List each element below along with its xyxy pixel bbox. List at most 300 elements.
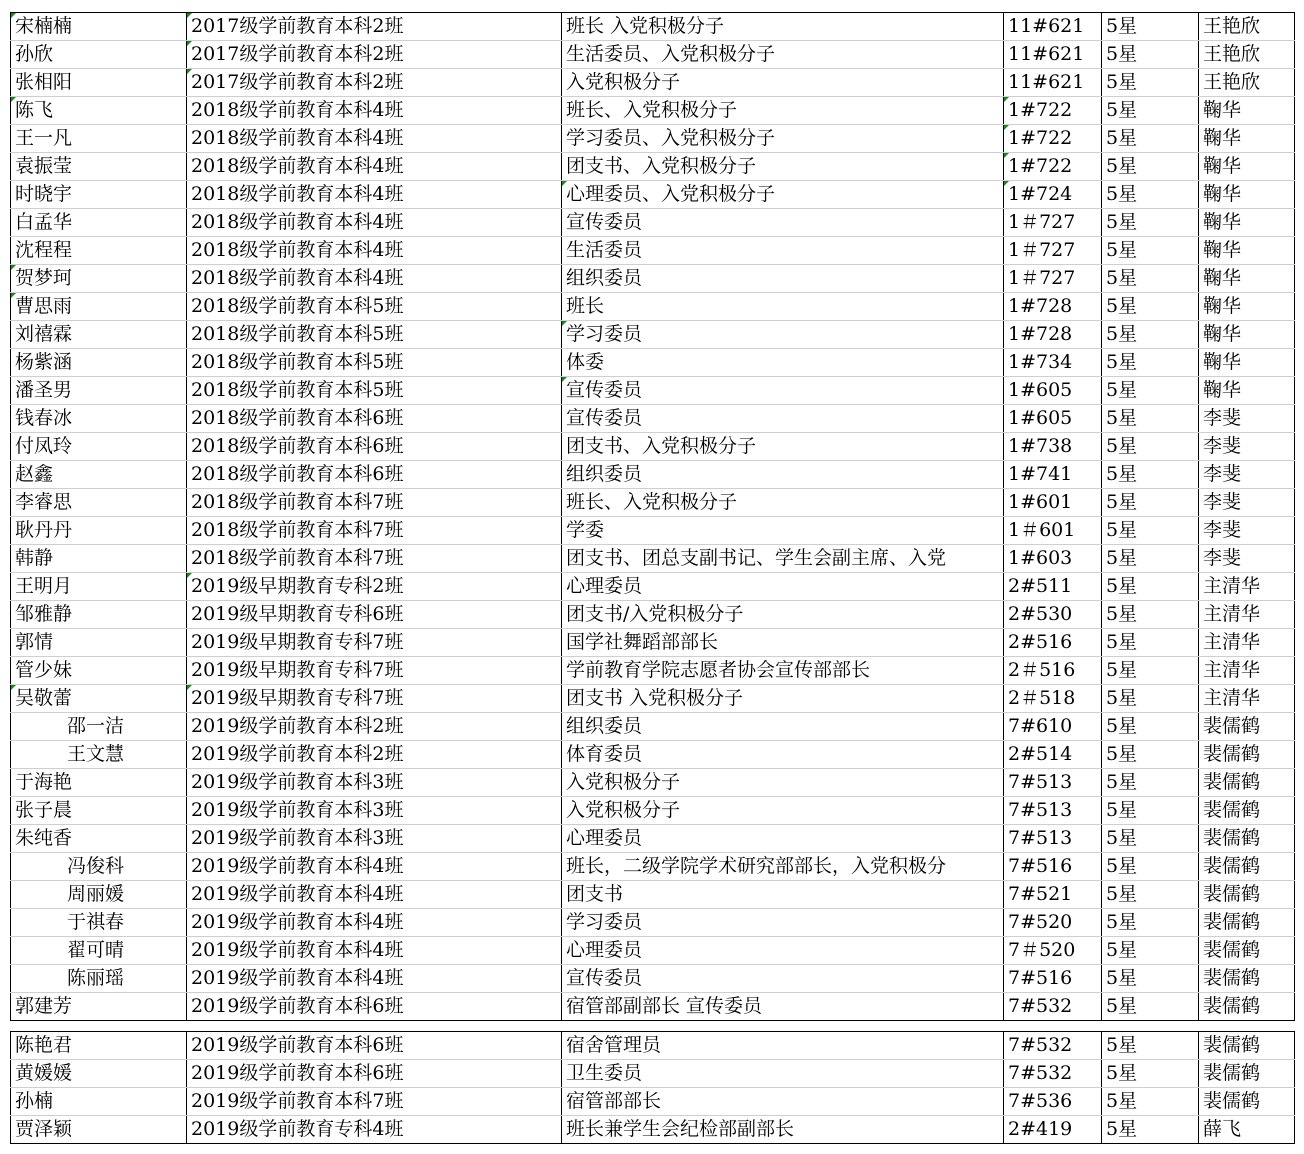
cell-class[interactable]: 2018级学前教育本科4班 <box>187 209 562 237</box>
cell-room[interactable]: 11#621 <box>1004 13 1102 41</box>
cell-name[interactable]: 吴敬蕾 <box>11 685 187 713</box>
cell-role[interactable]: 班长 入党积极分子 <box>562 13 1004 41</box>
cell-role[interactable]: 组织委员 <box>562 265 1004 293</box>
cell-star[interactable]: 5星 <box>1102 909 1199 937</box>
table-row <box>11 293 1295 321</box>
cell-teacher[interactable]: 裴儒鹤 <box>1199 965 1295 993</box>
table-row <box>11 405 1295 433</box>
comment-indicator-icon <box>1004 181 1009 186</box>
cell-teacher[interactable]: 裴儒鹤 <box>1199 1032 1295 1060</box>
cell-role[interactable]: 学前教育学院志愿者协会宣传部部长 <box>562 657 1004 685</box>
cell-room[interactable]: 2#419 <box>1004 1116 1102 1144</box>
cell-room[interactable]: 7＃520 <box>1004 937 1102 965</box>
cell-room[interactable]: 7#532 <box>1004 993 1102 1021</box>
table-row <box>11 209 1295 237</box>
cell-name[interactable]: 沈程程 <box>11 237 187 265</box>
cell-class[interactable]: 2017级学前教育本科2班 <box>187 69 562 97</box>
cell-teacher[interactable]: 鞠华 <box>1199 377 1295 405</box>
cell-room[interactable]: 1＃727 <box>1004 265 1102 293</box>
table-row <box>11 685 1295 713</box>
cell-name[interactable]: 宋楠楠 <box>11 13 187 41</box>
cell-teacher[interactable]: 鞠华 <box>1199 181 1295 209</box>
cell-class[interactable]: 2018级学前教育本科7班 <box>187 545 562 573</box>
cell-role[interactable]: 宣传委员 <box>562 405 1004 433</box>
table-row <box>11 881 1295 909</box>
cell-name[interactable]: 周丽媛 <box>11 881 187 909</box>
table-row <box>11 433 1295 461</box>
cell-star[interactable]: 5星 <box>1102 349 1199 377</box>
cell-name[interactable]: 孙欣 <box>11 41 187 69</box>
cell-teacher[interactable]: 李斐 <box>1199 517 1295 545</box>
cell-star[interactable]: 5星 <box>1102 125 1199 153</box>
cell-class[interactable]: 2019级早期教育专科7班 <box>187 629 562 657</box>
cell-class[interactable]: 2019级学前教育本科2班 <box>187 741 562 769</box>
cell-name[interactable]: 陈艳君 <box>11 1032 187 1060</box>
cell-teacher[interactable]: 李斐 <box>1199 405 1295 433</box>
cell-room[interactable]: 2＃516 <box>1004 657 1102 685</box>
cell-class[interactable]: 2018级学前教育本科4班 <box>187 125 562 153</box>
cell-teacher[interactable]: 裴儒鹤 <box>1199 993 1295 1021</box>
table-row <box>11 825 1295 853</box>
cell-star[interactable]: 5星 <box>1102 69 1199 97</box>
cell-star[interactable]: 5星 <box>1102 825 1199 853</box>
cell-star[interactable]: 5星 <box>1102 237 1199 265</box>
cell-name[interactable]: 白孟华 <box>11 209 187 237</box>
cell-teacher[interactable]: 鞠华 <box>1199 265 1295 293</box>
cell-name[interactable]: 付凤玲 <box>11 433 187 461</box>
cell-name[interactable]: 于祺春 <box>11 909 187 937</box>
cell-star[interactable]: 5星 <box>1102 13 1199 41</box>
cell-teacher[interactable]: 鞠华 <box>1199 321 1295 349</box>
table-row <box>11 265 1295 293</box>
cell-name[interactable]: 冯俊科 <box>11 853 187 881</box>
table-row <box>11 657 1295 685</box>
table-row <box>11 153 1295 181</box>
cell-class[interactable]: 2019级学前教育本科4班 <box>187 881 562 909</box>
cell-room[interactable]: 11#621 <box>1004 41 1102 69</box>
table-row <box>11 1032 1295 1060</box>
cell-role[interactable]: 组织委员 <box>562 713 1004 741</box>
cell-name[interactable]: 管少妹 <box>11 657 187 685</box>
comment-indicator-icon <box>11 13 16 18</box>
cell-teacher[interactable]: 主清华 <box>1199 601 1295 629</box>
cell-star[interactable]: 5星 <box>1102 769 1199 797</box>
table-row <box>11 713 1295 741</box>
table-row <box>11 461 1295 489</box>
cell-star[interactable]: 5星 <box>1102 545 1199 573</box>
comment-indicator-icon <box>187 685 192 690</box>
cell-role[interactable]: 班长，二级学院学术研究部部长，入党积极分 <box>562 853 1004 881</box>
cell-role[interactable]: 班长兼学生会纪检部副部长 <box>562 1116 1004 1144</box>
cell-star[interactable]: 5星 <box>1102 461 1199 489</box>
cell-teacher[interactable]: 主清华 <box>1199 657 1295 685</box>
cell-star[interactable]: 5星 <box>1102 489 1199 517</box>
table-row <box>11 489 1295 517</box>
cell-class[interactable]: 2019级早期教育专科7班 <box>187 657 562 685</box>
cell-star[interactable]: 5星 <box>1102 965 1199 993</box>
cell-star[interactable]: 5星 <box>1102 209 1199 237</box>
cell-class[interactable]: 2019级早期教育专科6班 <box>187 601 562 629</box>
cell-teacher[interactable]: 王艳欣 <box>1199 41 1295 69</box>
cell-room[interactable]: 1#722 <box>1004 97 1102 125</box>
cell-class[interactable]: 2018级学前教育本科5班 <box>187 349 562 377</box>
cell-name[interactable]: 朱纯香 <box>11 825 187 853</box>
student-table-extra <box>10 1031 1295 1144</box>
cell-class[interactable]: 2019级学前教育本科3班 <box>187 825 562 853</box>
cell-role[interactable]: 宣传委员 <box>562 209 1004 237</box>
table-row <box>11 993 1295 1021</box>
table-row <box>11 41 1295 69</box>
cell-room[interactable]: 1＃727 <box>1004 237 1102 265</box>
table-row <box>11 601 1295 629</box>
cell-class[interactable]: 2018级学前教育本科6班 <box>187 405 562 433</box>
cell-room[interactable]: 7#513 <box>1004 797 1102 825</box>
cell-class[interactable]: 2019级学前教育本科4班 <box>187 965 562 993</box>
comment-indicator-icon <box>1004 97 1009 102</box>
cell-class[interactable]: 2017级学前教育本科2班 <box>187 13 562 41</box>
cell-role[interactable]: 组织委员 <box>562 461 1004 489</box>
cell-role[interactable]: 班长、入党积极分子 <box>562 489 1004 517</box>
cell-role[interactable]: 宿管部副部长 宣传委员 <box>562 993 1004 1021</box>
comment-indicator-icon <box>1004 153 1009 158</box>
comment-indicator-icon <box>562 377 567 382</box>
cell-name[interactable]: 王一凡 <box>11 125 187 153</box>
student-table <box>10 12 1295 1021</box>
student-table-body <box>11 13 1295 1021</box>
cell-name[interactable]: 孙楠 <box>11 1088 187 1116</box>
cell-star[interactable]: 5星 <box>1102 1032 1199 1060</box>
cell-role[interactable]: 团支书、入党积极分子 <box>562 433 1004 461</box>
cell-class[interactable]: 2019级学前教育本科4班 <box>187 853 562 881</box>
cell-star[interactable]: 5星 <box>1102 993 1199 1021</box>
cell-name[interactable]: 赵鑫 <box>11 461 187 489</box>
table-row <box>11 349 1295 377</box>
table-row <box>11 125 1295 153</box>
cell-room[interactable]: 1#603 <box>1004 545 1102 573</box>
cell-teacher[interactable]: 鞠华 <box>1199 349 1295 377</box>
cell-star[interactable]: 5星 <box>1102 405 1199 433</box>
cell-room[interactable]: 7#516 <box>1004 853 1102 881</box>
cell-name[interactable]: 陈丽瑶 <box>11 965 187 993</box>
cell-star[interactable]: 5星 <box>1102 517 1199 545</box>
cell-role[interactable]: 卫生委员 <box>562 1060 1004 1088</box>
comment-indicator-icon <box>562 181 567 186</box>
cell-star[interactable]: 5星 <box>1102 797 1199 825</box>
cell-name[interactable]: 王明月 <box>11 573 187 601</box>
cell-teacher[interactable]: 王艳欣 <box>1199 69 1295 97</box>
table-row <box>11 909 1295 937</box>
cell-role[interactable]: 学习委员、入党积极分子 <box>562 125 1004 153</box>
cell-class[interactable]: 2019级学前教育本科6班 <box>187 993 562 1021</box>
cell-teacher[interactable]: 裴儒鹤 <box>1199 909 1295 937</box>
cell-role[interactable]: 团支书、团总支副书记、学生会副主席、入党 <box>562 545 1004 573</box>
cell-teacher[interactable]: 李斐 <box>1199 433 1295 461</box>
cell-name[interactable]: 贾泽颖 <box>11 1116 187 1144</box>
cell-room[interactable]: 1#722 <box>1004 125 1102 153</box>
cell-class[interactable]: 2019级学前教育本科4班 <box>187 937 562 965</box>
cell-name[interactable]: 刘禧霖 <box>11 321 187 349</box>
cell-star[interactable]: 5星 <box>1102 153 1199 181</box>
cell-name[interactable]: 陈飞 <box>11 97 187 125</box>
cell-room[interactable]: 1#605 <box>1004 377 1102 405</box>
cell-room[interactable]: 2#511 <box>1004 573 1102 601</box>
cell-class[interactable]: 2018级学前教育本科5班 <box>187 377 562 405</box>
cell-class[interactable]: 2018级学前教育本科4班 <box>187 181 562 209</box>
cell-teacher[interactable]: 鞠华 <box>1199 209 1295 237</box>
cell-teacher[interactable]: 鞠华 <box>1199 293 1295 321</box>
cell-class[interactable]: 2018级学前教育本科7班 <box>187 489 562 517</box>
cell-name[interactable]: 于海艳 <box>11 769 187 797</box>
cell-class[interactable]: 2019级早期教育专科2班 <box>187 573 562 601</box>
cell-role[interactable]: 宿舍管理员 <box>562 1032 1004 1060</box>
cell-room[interactable]: 7#513 <box>1004 825 1102 853</box>
comment-indicator-icon <box>187 41 192 46</box>
cell-room[interactable]: 1#734 <box>1004 349 1102 377</box>
cell-room[interactable]: 2#530 <box>1004 601 1102 629</box>
cell-role[interactable]: 国学社舞蹈部部长 <box>562 629 1004 657</box>
cell-teacher[interactable]: 裴儒鹤 <box>1199 1088 1295 1116</box>
cell-star[interactable]: 5星 <box>1102 853 1199 881</box>
cell-room[interactable]: 7#516 <box>1004 965 1102 993</box>
student-table-extra-body <box>11 1032 1295 1144</box>
table-row <box>11 69 1295 97</box>
cell-teacher[interactable]: 裴儒鹤 <box>1199 741 1295 769</box>
cell-name[interactable]: 张相阳 <box>11 69 187 97</box>
cell-teacher[interactable]: 裴儒鹤 <box>1199 797 1295 825</box>
comment-indicator-icon <box>187 69 192 74</box>
table-row <box>11 1088 1295 1116</box>
cell-star[interactable]: 5星 <box>1102 1060 1199 1088</box>
cell-class[interactable]: 2019级学前教育本科7班 <box>187 1088 562 1116</box>
cell-role[interactable]: 心理委员 <box>562 937 1004 965</box>
cell-teacher[interactable]: 鞠华 <box>1199 237 1295 265</box>
comment-indicator-icon <box>11 265 16 270</box>
cell-star[interactable]: 5星 <box>1102 377 1199 405</box>
cell-role[interactable]: 宣传委员 <box>562 377 1004 405</box>
cell-role[interactable]: 心理委员、入党积极分子 <box>562 181 1004 209</box>
cell-class[interactable]: 2019级早期教育专科7班 <box>187 685 562 713</box>
cell-teacher[interactable]: 鞠华 <box>1199 125 1295 153</box>
cell-role[interactable]: 班长、入党积极分子 <box>562 97 1004 125</box>
cell-role[interactable]: 心理委员 <box>562 573 1004 601</box>
cell-star[interactable]: 5星 <box>1102 97 1199 125</box>
cell-room[interactable]: 1#741 <box>1004 461 1102 489</box>
cell-role[interactable]: 生活委员 <box>562 237 1004 265</box>
cell-name[interactable]: 黄媛媛 <box>11 1060 187 1088</box>
table-row <box>11 321 1295 349</box>
cell-teacher[interactable]: 裴儒鹤 <box>1199 1060 1295 1088</box>
cell-class[interactable]: 2018级学前教育本科5班 <box>187 293 562 321</box>
cell-name[interactable]: 袁振莹 <box>11 153 187 181</box>
table-row <box>11 573 1295 601</box>
comment-indicator-icon <box>1004 125 1009 130</box>
cell-role[interactable]: 体育委员 <box>562 741 1004 769</box>
cell-star[interactable]: 5星 <box>1102 41 1199 69</box>
cell-room[interactable]: 7#610 <box>1004 713 1102 741</box>
cell-star[interactable]: 5星 <box>1102 937 1199 965</box>
table-row <box>11 853 1295 881</box>
cell-role[interactable]: 团支书、入党积极分子 <box>562 153 1004 181</box>
table-row <box>11 517 1295 545</box>
cell-role[interactable]: 入党积极分子 <box>562 769 1004 797</box>
cell-class[interactable]: 2018级学前教育本科5班 <box>187 321 562 349</box>
cell-class[interactable]: 2018级学前教育本科6班 <box>187 433 562 461</box>
cell-class[interactable]: 2017级学前教育本科2班 <box>187 41 562 69</box>
cell-star[interactable]: 5星 <box>1102 573 1199 601</box>
cell-star[interactable]: 5星 <box>1102 629 1199 657</box>
cell-teacher[interactable]: 裴儒鹤 <box>1199 769 1295 797</box>
cell-teacher[interactable]: 裴儒鹤 <box>1199 937 1295 965</box>
cell-name[interactable]: 贺梦珂 <box>11 265 187 293</box>
cell-room[interactable]: 1＃601 <box>1004 517 1102 545</box>
table-row <box>11 629 1295 657</box>
cell-star[interactable]: 5星 <box>1102 433 1199 461</box>
cell-teacher[interactable]: 主清华 <box>1199 629 1295 657</box>
cell-name[interactable]: 张子晨 <box>11 797 187 825</box>
cell-teacher[interactable]: 鞠华 <box>1199 97 1295 125</box>
table-row <box>11 1116 1295 1144</box>
cell-teacher[interactable]: 裴儒鹤 <box>1199 713 1295 741</box>
cell-teacher[interactable]: 裴儒鹤 <box>1199 881 1295 909</box>
cell-name[interactable]: 钱春冰 <box>11 405 187 433</box>
cell-name[interactable]: 邵一洁 <box>11 713 187 741</box>
comment-indicator-icon <box>11 685 16 690</box>
table-row <box>11 769 1295 797</box>
cell-class[interactable]: 2018级学前教育本科6班 <box>187 461 562 489</box>
cell-star[interactable]: 5星 <box>1102 713 1199 741</box>
cell-class[interactable]: 2018级学前教育本科4班 <box>187 237 562 265</box>
cell-role[interactable]: 入党积极分子 <box>562 797 1004 825</box>
cell-room[interactable]: 7#536 <box>1004 1088 1102 1116</box>
cell-room[interactable]: 7#532 <box>1004 1032 1102 1060</box>
table-row <box>11 965 1295 993</box>
cell-class[interactable]: 2019级学前教育本科2班 <box>187 713 562 741</box>
cell-room[interactable]: 1#728 <box>1004 293 1102 321</box>
cell-star[interactable]: 5星 <box>1102 1088 1199 1116</box>
cell-room[interactable]: 1#605 <box>1004 405 1102 433</box>
cell-class[interactable]: 2019级学前教育本科6班 <box>187 1032 562 1060</box>
cell-class[interactable]: 2019级学前教育本科6班 <box>187 1060 562 1088</box>
cell-star[interactable]: 5星 <box>1102 657 1199 685</box>
table-row <box>11 13 1295 41</box>
cell-role[interactable]: 班长 <box>562 293 1004 321</box>
cell-room[interactable]: 1#738 <box>1004 433 1102 461</box>
comment-indicator-icon <box>11 97 16 102</box>
cell-teacher[interactable]: 裴儒鹤 <box>1199 825 1295 853</box>
cell-class[interactable]: 2019级学前教育专科4班 <box>187 1116 562 1144</box>
cell-name[interactable]: 郭建芳 <box>11 993 187 1021</box>
cell-teacher[interactable]: 鞠华 <box>1199 153 1295 181</box>
cell-name[interactable]: 潘圣男 <box>11 377 187 405</box>
cell-role[interactable]: 生活委员、入党积极分子 <box>562 41 1004 69</box>
cell-class[interactable]: 2018级学前教育本科4班 <box>187 265 562 293</box>
table-row <box>11 237 1295 265</box>
cell-teacher[interactable]: 李斐 <box>1199 489 1295 517</box>
table-row <box>11 741 1295 769</box>
cell-star[interactable]: 5星 <box>1102 601 1199 629</box>
cell-teacher[interactable]: 主清华 <box>1199 573 1295 601</box>
cell-role[interactable]: 学习委员 <box>562 321 1004 349</box>
cell-room[interactable]: 1＃727 <box>1004 209 1102 237</box>
cell-class[interactable]: 2019级学前教育本科3班 <box>187 797 562 825</box>
cell-star[interactable]: 5星 <box>1102 321 1199 349</box>
cell-room[interactable]: 1#724 <box>1004 181 1102 209</box>
cell-star[interactable]: 5星 <box>1102 1116 1199 1144</box>
cell-role[interactable]: 宿管部部长 <box>562 1088 1004 1116</box>
cell-star[interactable]: 5星 <box>1102 181 1199 209</box>
cell-class[interactable]: 2018级学前教育本科7班 <box>187 517 562 545</box>
cell-role[interactable]: 宣传委员 <box>562 965 1004 993</box>
table-row <box>11 937 1295 965</box>
cell-star[interactable]: 5星 <box>1102 741 1199 769</box>
cell-name[interactable]: 邹雅静 <box>11 601 187 629</box>
cell-name[interactable]: 耿丹丹 <box>11 517 187 545</box>
cell-class[interactable]: 2018级学前教育本科4班 <box>187 97 562 125</box>
cell-teacher[interactable]: 王艳欣 <box>1199 13 1295 41</box>
cell-teacher[interactable]: 李斐 <box>1199 461 1295 489</box>
cell-role[interactable]: 学习委员 <box>562 909 1004 937</box>
cell-class[interactable]: 2019级学前教育本科4班 <box>187 909 562 937</box>
cell-name[interactable]: 李睿思 <box>11 489 187 517</box>
cell-class[interactable]: 2019级学前教育本科3班 <box>187 769 562 797</box>
cell-teacher[interactable]: 李斐 <box>1199 545 1295 573</box>
cell-star[interactable]: 5星 <box>1102 685 1199 713</box>
cell-role[interactable]: 体委 <box>562 349 1004 377</box>
cell-name[interactable]: 时晓宇 <box>11 181 187 209</box>
cell-room[interactable]: 7#513 <box>1004 769 1102 797</box>
cell-room[interactable]: 7#521 <box>1004 881 1102 909</box>
cell-name[interactable]: 郭情 <box>11 629 187 657</box>
cell-name[interactable]: 韩静 <box>11 545 187 573</box>
cell-role[interactable]: 入党积极分子 <box>562 69 1004 97</box>
cell-role[interactable]: 团支书/入党积极分子 <box>562 601 1004 629</box>
cell-star[interactable]: 5星 <box>1102 265 1199 293</box>
comment-indicator-icon <box>11 293 16 298</box>
cell-room[interactable]: 2#516 <box>1004 629 1102 657</box>
comment-indicator-icon <box>562 321 567 326</box>
cell-name[interactable]: 王文慧 <box>11 741 187 769</box>
cell-star[interactable]: 5星 <box>1102 293 1199 321</box>
cell-star[interactable]: 5星 <box>1102 881 1199 909</box>
cell-room[interactable]: 7#520 <box>1004 909 1102 937</box>
cell-room[interactable]: 2#514 <box>1004 741 1102 769</box>
cell-room[interactable]: 1#728 <box>1004 321 1102 349</box>
cell-role[interactable]: 心理委员 <box>562 825 1004 853</box>
cell-role[interactable]: 团支书 入党积极分子 <box>562 685 1004 713</box>
table-row <box>11 377 1295 405</box>
cell-name[interactable]: 翟可晴 <box>11 937 187 965</box>
cell-teacher[interactable]: 薛飞 <box>1199 1116 1295 1144</box>
cell-room[interactable]: 1#601 <box>1004 489 1102 517</box>
cell-name[interactable]: 曹思雨 <box>11 293 187 321</box>
table-row <box>11 545 1295 573</box>
cell-role[interactable]: 学委 <box>562 517 1004 545</box>
cell-name[interactable]: 杨紫涵 <box>11 349 187 377</box>
table-row <box>11 97 1295 125</box>
comment-indicator-icon <box>187 573 192 578</box>
cell-class[interactable]: 2018级学前教育本科4班 <box>187 153 562 181</box>
table-row <box>11 797 1295 825</box>
cell-room[interactable]: 7#532 <box>1004 1060 1102 1088</box>
cell-room[interactable]: 11#621 <box>1004 69 1102 97</box>
table-row <box>11 1060 1295 1088</box>
cell-room[interactable]: 1#722 <box>1004 153 1102 181</box>
table-row <box>11 181 1295 209</box>
cell-teacher[interactable]: 裴儒鹤 <box>1199 853 1295 881</box>
cell-teacher[interactable]: 主清华 <box>1199 685 1295 713</box>
cell-role[interactable]: 团支书 <box>562 881 1004 909</box>
cell-room[interactable]: 2＃518 <box>1004 685 1102 713</box>
